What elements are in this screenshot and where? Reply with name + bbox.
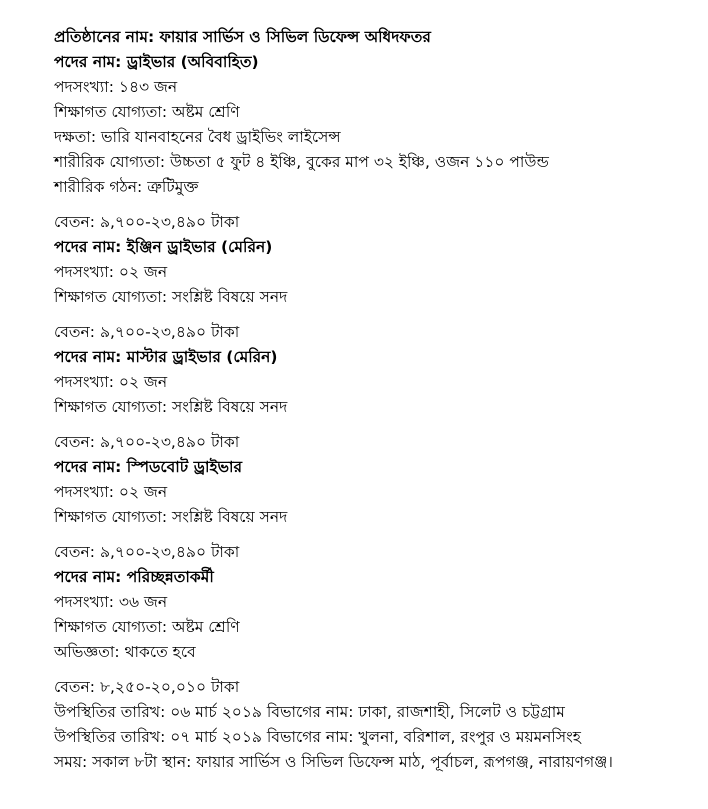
attendance-date-line: উপস্থিতির তারিখ: ০৭ মার্চ ২০১৯ বিভাগের নাম: খুলনা, বরিশাল, রংপুর ও ময়মনসিংহ: [54, 728, 581, 746]
post-education: শিক্ষাগত যোগ্যতা: সংশ্লিষ্ট বিষয়ে সনদ: [54, 508, 288, 526]
post-education: শিক্ষাগত যোগ্যতা: সংশ্লিষ্ট বিষয়ে সনদ: [54, 288, 288, 306]
post-salary: বেতন: ৯,৭০০-২৩,৪৯০ টাকা: [54, 213, 240, 231]
organization-name: প্রতিষ্ঠানের নাম: ফায়ার সার্ভিস ও সিভিল ডিফেন্স অধিদফতর: [54, 28, 431, 46]
post-title-master-driver: পদের নাম: মাস্টার ড্রাইভার (মেরিন): [54, 348, 278, 366]
post-vacancy: পদসংখ্যা: ০২ জন: [54, 373, 168, 391]
post-experience: অভিজ্ঞতা: থাকতে হবে: [54, 643, 196, 661]
post-physical-qualification: শারীরিক যোগ্যতা: উচ্চতা ৫ ফুট ৪ ইঞ্চি, বুকের মাপ ৩২ ইঞ্চি, ওজন ১১০ পাউন্ড: [54, 153, 549, 171]
post-salary: বেতন: ৯,৭০০-২৩,৪৯০ টাকা: [54, 323, 240, 341]
post-title-speedboat-driver: পদের নাম: স্পিডবোট ড্রাইভার: [54, 458, 243, 476]
attendance-date-line: উপস্থিতির তারিখ: ০৬ মার্চ ২০১৯ বিভাগের নাম: ঢাকা, রাজশাহী, সিলেট ও চট্টগ্রাম: [54, 703, 565, 721]
post-skill: দক্ষতা: ভারি যানবাহনের বৈধ ড্রাইভিং লাইসেন্স: [54, 128, 341, 146]
post-salary: বেতন: ৯,৭০০-২৩,৪৯০ টাকা: [54, 433, 240, 451]
post-title-engine-driver: পদের নাম: ইঞ্জিন ড্রাইভার (মেরিন): [54, 238, 273, 256]
post-vacancy: পদসংখ্যা: ১৪৩ জন: [54, 78, 178, 96]
time-venue-line: সময়: সকাল ৮টা স্থান: ফায়ার সার্ভিস ও সিভিল ডিফেন্স মাঠ, পূর্বাচল, রূপগঞ্জ, নারায়ণগঞ্জ।: [54, 753, 613, 771]
post-physique: শারীরিক গঠন: ত্রুটিমুক্ত: [54, 178, 199, 196]
post-title-driver: পদের নাম: ড্রাইভার (অবিবাহিত): [54, 53, 259, 71]
post-vacancy: পদসংখ্যা: ০২ জন: [54, 483, 168, 501]
post-salary: বেতন: ৮,২৫০-২০,০১০ টাকা: [54, 678, 240, 696]
post-title-cleaner: পদের নাম: পরিচ্ছন্নতাকর্মী: [54, 568, 214, 586]
post-education: শিক্ষাগত যোগ্যতা: সংশ্লিষ্ট বিষয়ে সনদ: [54, 398, 288, 416]
post-salary: বেতন: ৯,৭০০-২৩,৪৯০ টাকা: [54, 543, 240, 561]
post-education: শিক্ষাগত যোগ্যতা: অষ্টম শ্রেণি: [54, 103, 240, 121]
post-vacancy: পদসংখ্যা: ০২ জন: [54, 263, 168, 281]
post-education: শিক্ষাগত যোগ্যতা: অষ্টম শ্রেণি: [54, 618, 240, 636]
post-vacancy: পদসংখ্যা: ৩৬ জন: [54, 593, 168, 611]
